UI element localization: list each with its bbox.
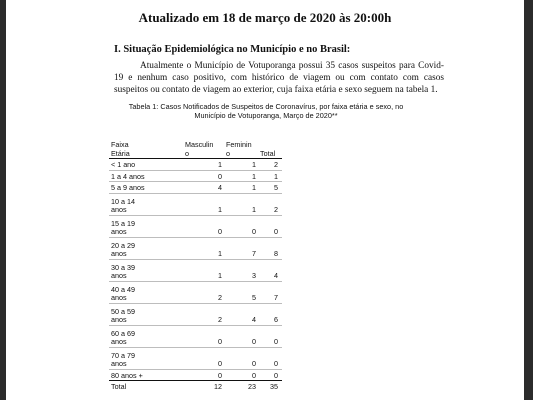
row-label <box>109 237 185 259</box>
row-feminino: 1 <box>226 170 260 182</box>
total-row <box>109 381 282 394</box>
table-row <box>109 259 282 281</box>
header-masculino <box>185 141 226 159</box>
section-paragraph <box>114 61 444 96</box>
row-masculino: 0 <box>185 325 226 347</box>
header-feminino <box>226 141 260 159</box>
row-total: 0 <box>260 325 282 347</box>
table-footer <box>109 381 282 394</box>
row-total: 4 <box>260 259 282 281</box>
table-row <box>109 159 282 171</box>
row-label-line-1: 20 a 29 <box>111 240 135 250</box>
row-label-line-1: 60 a 69 <box>111 328 135 338</box>
row-label <box>109 325 185 347</box>
row-masculino: 1 <box>185 159 226 171</box>
header-fem-line-1: Feminin <box>226 140 252 149</box>
header-fem-line-2: o <box>226 148 230 158</box>
row-label-line-1: 1 a 4 anos <box>111 171 145 181</box>
total-masculino: 12 <box>214 382 222 392</box>
row-feminino: 0 <box>226 369 260 381</box>
table-header <box>109 141 282 159</box>
row-label-line-1: 40 a 49 <box>111 284 135 294</box>
document-page <box>6 0 524 400</box>
section-heading: I. Situação Epidemiológica no Município e no Brasil: <box>114 44 351 55</box>
row-total: 0 <box>260 347 282 369</box>
row-label-line-1: 5 a 9 anos <box>111 183 145 193</box>
table-caption-line-2: Município de Votuporanga, Março de 2020** <box>194 111 338 121</box>
row-masculino: 1 <box>185 237 226 259</box>
row-label-line-2: anos <box>111 227 127 237</box>
row-total: 6 <box>260 303 282 325</box>
row-feminino: 4 <box>226 303 260 325</box>
row-masculino: 4 <box>185 182 226 194</box>
row-label-line-2: anos <box>111 337 127 347</box>
row-masculino: 0 <box>185 347 226 369</box>
paragraph-text: Atualmente o Município de Votuporanga possui 35 casos suspeitos para Covid-19 e nenhum caso positivo, com histórico de viagem ou com contato com casos suspeitos ou contato de viagem ao exterior, cuja faixa etária e sexo seguem na tabela 1. <box>114 61 444 95</box>
row-label <box>109 193 185 215</box>
table-row <box>109 325 282 347</box>
row-feminino: 3 <box>226 259 260 281</box>
header-faixa-etaria <box>109 141 185 159</box>
table-caption <box>118 102 414 121</box>
row-feminino: 1 <box>226 182 260 194</box>
row-label-line-1: 15 a 19 <box>111 218 135 228</box>
header-faixa-line-1: Faixa <box>111 140 129 149</box>
row-masculino: 2 <box>185 281 226 303</box>
row-total: 5 <box>260 182 282 194</box>
row-label-line-2: anos <box>111 315 127 325</box>
row-label-line-1: 30 a 39 <box>111 262 135 272</box>
table-row <box>109 170 282 182</box>
row-feminino: 5 <box>226 281 260 303</box>
row-label <box>109 347 185 369</box>
row-label <box>109 159 185 171</box>
document-title: Atualizado em 18 de março de 2020 às 20:00h <box>138 10 392 25</box>
row-label-line-1: 50 a 59 <box>111 306 135 316</box>
total-label: Total <box>111 382 127 392</box>
row-feminino: 0 <box>226 347 260 369</box>
row-label-line-1: 70 a 79 <box>111 350 135 360</box>
row-label-line-1: < 1 ano <box>111 160 136 170</box>
row-feminino: 0 <box>226 325 260 347</box>
row-label-line-1: 10 a 14 <box>111 196 135 206</box>
table-row <box>109 303 282 325</box>
row-label-line-2: anos <box>111 271 127 281</box>
row-masculino: 0 <box>185 369 226 381</box>
table-row <box>109 369 282 381</box>
header-total: Total <box>260 141 282 159</box>
table-header-row <box>109 141 282 159</box>
row-feminino: 1 <box>226 159 260 171</box>
header-masc-line-2: o <box>185 148 189 158</box>
row-label-line-1: 80 anos + <box>111 370 143 380</box>
header-masc-line-1: Masculin <box>185 140 214 149</box>
table-row <box>109 237 282 259</box>
table-row <box>109 347 282 369</box>
table-caption-line-1: Tabela 1: Casos Notificados de Suspeitos de Coronavírus, por faixa etária e sexo, no <box>128 102 404 111</box>
row-label <box>109 303 185 325</box>
row-total: 0 <box>260 369 282 381</box>
row-total: 7 <box>260 281 282 303</box>
row-feminino: 7 <box>226 237 260 259</box>
row-total: 0 <box>260 215 282 237</box>
row-total: 1 <box>260 170 282 182</box>
row-label <box>109 170 185 182</box>
total-feminino: 23 <box>248 382 256 392</box>
table-row <box>109 215 282 237</box>
row-label <box>109 215 185 237</box>
row-label <box>109 281 185 303</box>
row-label-line-2: anos <box>111 293 127 303</box>
row-feminino: 1 <box>226 193 260 215</box>
total-total: 35 <box>270 382 278 392</box>
row-masculino: 2 <box>185 303 226 325</box>
cases-table <box>109 141 282 393</box>
row-label <box>109 369 185 381</box>
row-label-line-2: anos <box>111 359 127 369</box>
row-label-line-2: anos <box>111 205 127 215</box>
row-feminino: 0 <box>226 215 260 237</box>
row-total: 8 <box>260 237 282 259</box>
table-body <box>109 159 282 381</box>
table-row <box>109 281 282 303</box>
row-masculino: 1 <box>185 193 226 215</box>
row-masculino: 1 <box>185 259 226 281</box>
row-label <box>109 182 185 194</box>
header-faixa-line-2: Etária <box>111 148 130 158</box>
viewer-right-border <box>524 0 533 400</box>
row-total: 2 <box>260 159 282 171</box>
row-masculino: 0 <box>185 215 226 237</box>
table-row <box>109 193 282 215</box>
table-row <box>109 182 282 194</box>
row-masculino: 0 <box>185 170 226 182</box>
row-total: 2 <box>260 193 282 215</box>
row-label <box>109 259 185 281</box>
row-label-line-2: anos <box>111 249 127 259</box>
